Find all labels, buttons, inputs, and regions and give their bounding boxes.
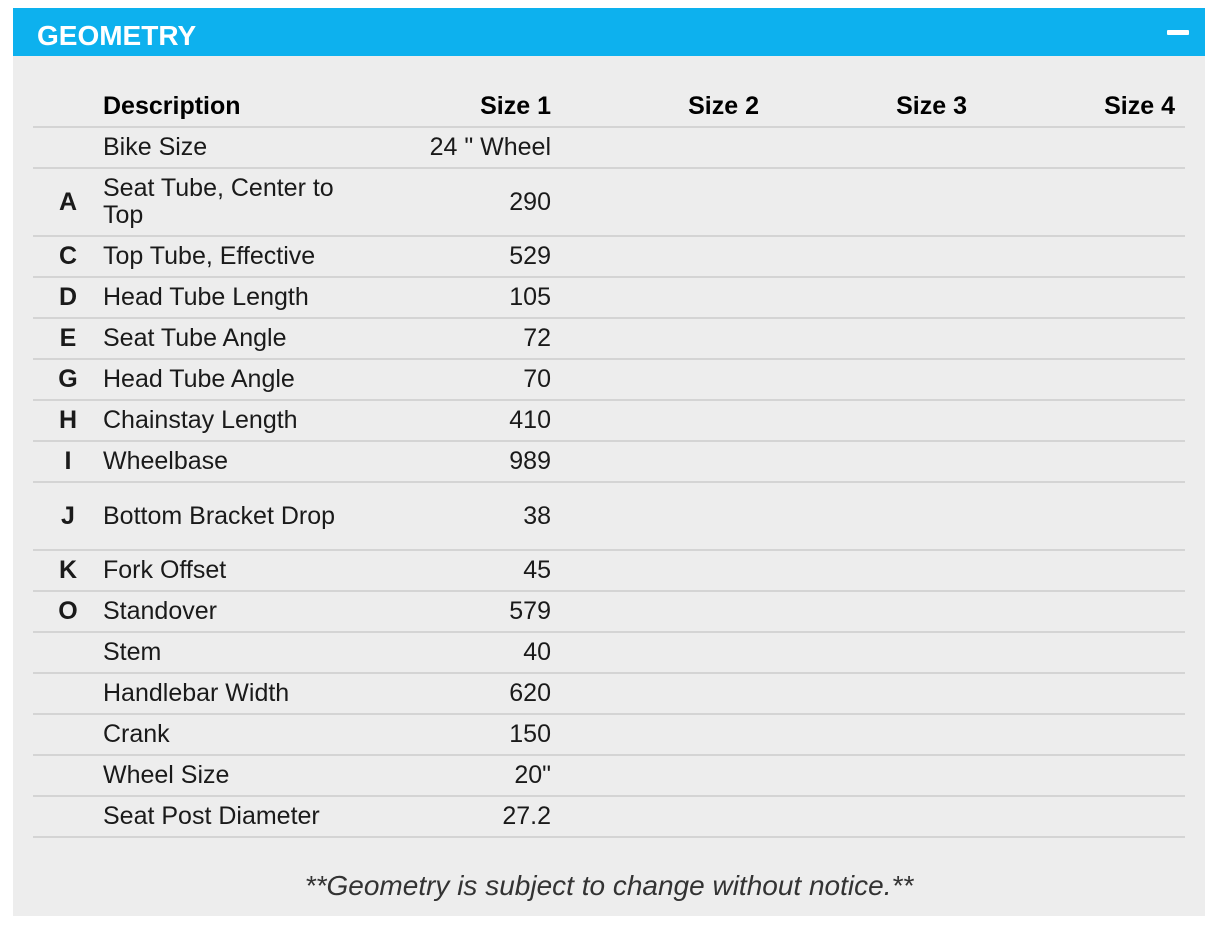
row-size-2	[551, 673, 759, 714]
header-size-2: Size 2	[551, 86, 759, 127]
row-size-2	[551, 277, 759, 318]
row-pad	[1175, 236, 1185, 277]
row-size-1: 105	[343, 277, 551, 318]
header-pad	[1175, 86, 1185, 127]
row-size-1: 45	[343, 550, 551, 591]
row-description-text: Stem	[103, 638, 162, 666]
row-pad	[1175, 400, 1185, 441]
row-size-4	[967, 591, 1175, 632]
row-pad	[1175, 796, 1185, 837]
row-size-1: 38	[343, 482, 551, 550]
row-description	[103, 168, 343, 236]
row-size-4	[967, 673, 1175, 714]
row-size-4	[967, 359, 1175, 400]
row-size-3	[759, 673, 967, 714]
row-description-text: Seat Tube Angle	[103, 324, 287, 352]
row-letter	[33, 755, 103, 796]
row-letter: A	[33, 168, 103, 236]
row-letter: O	[33, 591, 103, 632]
table-row	[33, 277, 1185, 318]
table-row	[33, 755, 1185, 796]
row-size-2	[551, 550, 759, 591]
row-letter	[33, 796, 103, 837]
row-size-3	[759, 400, 967, 441]
table-row	[33, 236, 1185, 277]
table-row	[33, 591, 1185, 632]
row-size-4	[967, 755, 1175, 796]
table-row	[33, 318, 1185, 359]
table-row	[33, 482, 1185, 550]
row-description	[103, 127, 343, 168]
table-row	[33, 673, 1185, 714]
table-row	[33, 127, 1185, 168]
header-size-4: Size 4	[967, 86, 1175, 127]
row-size-2	[551, 482, 759, 550]
geometry-table	[33, 86, 1185, 838]
row-description-text: Standover	[103, 597, 217, 625]
table-row	[33, 632, 1185, 673]
row-size-1: 27.2	[343, 796, 551, 837]
row-size-3	[759, 714, 967, 755]
row-size-1: 989	[343, 441, 551, 482]
row-size-3	[759, 277, 967, 318]
row-pad	[1175, 632, 1185, 673]
row-size-4	[967, 796, 1175, 837]
table-row	[33, 441, 1185, 482]
row-size-2	[551, 359, 759, 400]
row-pad	[1175, 755, 1185, 796]
row-description	[103, 441, 343, 482]
geometry-footnote: **Geometry is subject to change without notice.**	[304, 870, 914, 901]
row-size-3	[759, 550, 967, 591]
row-size-4	[967, 550, 1175, 591]
panel-title: GEOMETRY	[37, 20, 197, 51]
row-description	[103, 400, 343, 441]
row-pad	[1175, 318, 1185, 359]
row-size-1: 150	[343, 714, 551, 755]
row-size-4	[967, 236, 1175, 277]
row-size-1: 20"	[343, 755, 551, 796]
minus-icon[interactable]	[1167, 22, 1191, 40]
row-size-2	[551, 714, 759, 755]
row-description-text: Handlebar Width	[103, 679, 290, 707]
row-pad	[1175, 591, 1185, 632]
table-row	[33, 796, 1185, 837]
row-description	[103, 482, 343, 550]
row-description-text: Head Tube Angle	[103, 365, 295, 393]
row-size-2	[551, 632, 759, 673]
row-size-4	[967, 441, 1175, 482]
row-letter	[33, 127, 103, 168]
row-size-3	[759, 755, 967, 796]
row-size-1: 579	[343, 591, 551, 632]
row-letter: I	[33, 441, 103, 482]
row-pad	[1175, 673, 1185, 714]
row-size-3	[759, 359, 967, 400]
row-size-3	[759, 632, 967, 673]
row-description-text: Bike Size	[103, 133, 208, 161]
row-pad	[1175, 168, 1185, 236]
row-letter: J	[33, 482, 103, 550]
row-size-3	[759, 236, 967, 277]
row-pad	[1175, 359, 1185, 400]
row-letter: C	[33, 236, 103, 277]
row-letter	[33, 673, 103, 714]
row-description-text: Chainstay Length	[103, 406, 298, 434]
row-size-2	[551, 796, 759, 837]
row-size-2	[551, 441, 759, 482]
row-description-text: Wheel Size	[103, 761, 230, 789]
row-size-4	[967, 318, 1175, 359]
row-letter: H	[33, 400, 103, 441]
row-size-1: 40	[343, 632, 551, 673]
table-header-row	[33, 86, 1185, 127]
row-description-text: Bottom Bracket Drop	[103, 501, 336, 530]
row-description-text: Top Tube, Effective	[103, 242, 316, 270]
row-size-1: 620	[343, 673, 551, 714]
row-letter	[33, 714, 103, 755]
row-size-1: 72	[343, 318, 551, 359]
row-size-4	[967, 714, 1175, 755]
row-description-text: Seat Tube, Center to Top	[103, 174, 334, 229]
row-size-4	[967, 400, 1175, 441]
row-size-4	[967, 632, 1175, 673]
row-size-2	[551, 127, 759, 168]
row-size-2	[551, 591, 759, 632]
row-description	[103, 796, 343, 837]
row-description	[103, 550, 343, 591]
row-size-1: 70	[343, 359, 551, 400]
row-pad	[1175, 277, 1185, 318]
row-description	[103, 277, 343, 318]
row-size-4	[967, 277, 1175, 318]
row-size-3	[759, 318, 967, 359]
row-size-2	[551, 400, 759, 441]
row-description-text: Fork Offset	[103, 556, 227, 584]
row-description	[103, 755, 343, 796]
row-description-text: Seat Post Diameter	[103, 802, 320, 830]
header-description: Description	[103, 86, 343, 127]
row-size-1: 410	[343, 400, 551, 441]
row-size-3	[759, 482, 967, 550]
row-size-3	[759, 441, 967, 482]
minus-icon-bar	[1167, 30, 1189, 35]
row-pad	[1175, 441, 1185, 482]
row-description-text: Head Tube Length	[103, 283, 309, 311]
row-letter: G	[33, 359, 103, 400]
table-row	[33, 400, 1185, 441]
row-pad	[1175, 482, 1185, 550]
row-size-4	[967, 168, 1175, 236]
row-size-3	[759, 168, 967, 236]
header-letter	[33, 86, 103, 127]
row-size-3	[759, 127, 967, 168]
row-size-1: 529	[343, 236, 551, 277]
row-size-2	[551, 318, 759, 359]
row-letter: E	[33, 318, 103, 359]
row-size-3	[759, 796, 967, 837]
row-size-4	[967, 127, 1175, 168]
row-description	[103, 673, 343, 714]
row-pad	[1175, 714, 1185, 755]
header-size-3: Size 3	[759, 86, 967, 127]
row-description	[103, 591, 343, 632]
row-letter: D	[33, 277, 103, 318]
row-size-2	[551, 236, 759, 277]
row-description	[103, 318, 343, 359]
row-size-2	[551, 755, 759, 796]
row-letter: K	[33, 550, 103, 591]
table-row	[33, 168, 1185, 236]
row-letter	[33, 632, 103, 673]
row-description-text: Wheelbase	[103, 447, 229, 475]
table-row	[33, 359, 1185, 400]
header-size-1: Size 1	[343, 86, 551, 127]
row-size-3	[759, 591, 967, 632]
row-description	[103, 359, 343, 400]
table-row	[33, 550, 1185, 591]
row-pad	[1175, 550, 1185, 591]
geometry-panel	[13, 8, 1205, 916]
row-size-4	[967, 482, 1175, 550]
row-size-1: 24 " Wheel	[343, 127, 551, 168]
row-size-2	[551, 168, 759, 236]
row-description	[103, 632, 343, 673]
row-description	[103, 714, 343, 755]
panel-header[interactable]	[13, 8, 1205, 56]
row-description-text: Crank	[103, 720, 170, 748]
row-description	[103, 236, 343, 277]
row-pad	[1175, 127, 1185, 168]
table-row	[33, 714, 1185, 755]
row-size-1: 290	[343, 168, 551, 236]
